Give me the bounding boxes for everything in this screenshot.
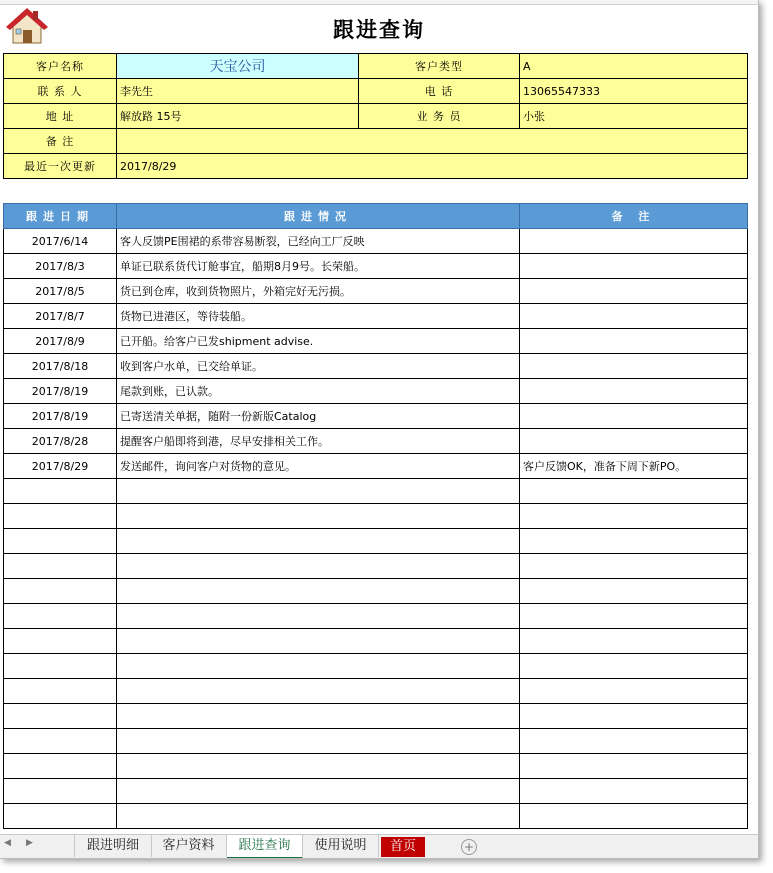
date-cell[interactable]: 2017/8/19: [4, 379, 117, 404]
detail-cell[interactable]: [117, 504, 520, 529]
table-row: [4, 679, 748, 704]
detail-cell[interactable]: [117, 754, 520, 779]
next-sheet-icon[interactable]: ▶: [26, 838, 33, 848]
salesperson-label: 业 务 员: [359, 104, 520, 129]
date-cell[interactable]: 2017/8/5: [4, 279, 117, 304]
add-sheet-icon[interactable]: +: [461, 839, 477, 855]
detail-cell[interactable]: 已开船。给客户已发shipment advise.: [117, 329, 520, 354]
detail-cell[interactable]: [117, 479, 520, 504]
date-cell[interactable]: 2017/8/29: [4, 454, 117, 479]
note-cell[interactable]: [520, 804, 748, 829]
date-cell[interactable]: 2017/8/19: [4, 404, 117, 429]
table-row: [4, 804, 748, 829]
detail-cell[interactable]: [117, 704, 520, 729]
tab-follow-up-query[interactable]: 跟进查询: [227, 835, 303, 859]
detail-cell[interactable]: 货已到仓库，收到货物照片，外箱完好无污损。: [117, 279, 520, 304]
table-row: [4, 779, 748, 804]
note-cell[interactable]: [520, 254, 748, 279]
note-cell[interactable]: [520, 529, 748, 554]
header-date: 跟进日期: [4, 204, 117, 229]
table-row: [4, 454, 748, 479]
follow-up-log-table: [3, 203, 748, 829]
note-cell[interactable]: [520, 229, 748, 254]
column-header-strip: [0, 0, 758, 5]
note-cell[interactable]: [520, 354, 748, 379]
detail-cell[interactable]: [117, 629, 520, 654]
last-update-cell[interactable]: 2017/8/29: [117, 154, 748, 179]
address-label: 地 址: [4, 104, 117, 129]
detail-cell[interactable]: 尾款到账，已认款。: [117, 379, 520, 404]
table-row: [4, 704, 748, 729]
table-row: [4, 254, 748, 279]
table-row: [4, 529, 748, 554]
note-cell[interactable]: [520, 479, 748, 504]
header-detail: 跟进情况: [117, 204, 520, 229]
date-cell[interactable]: [4, 479, 117, 504]
date-cell[interactable]: [4, 579, 117, 604]
table-row: [4, 304, 748, 329]
customer-info-table: [3, 53, 748, 179]
date-cell[interactable]: [4, 679, 117, 704]
date-cell[interactable]: 2017/8/18: [4, 354, 117, 379]
table-row: [4, 654, 748, 679]
salesperson-cell[interactable]: 小张: [520, 104, 748, 129]
detail-cell[interactable]: [117, 679, 520, 704]
table-row: [4, 429, 748, 454]
table-row: [4, 754, 748, 779]
note-cell[interactable]: [520, 379, 748, 404]
detail-cell[interactable]: [117, 654, 520, 679]
contact-label: 联 系 人: [4, 79, 117, 104]
note-cell[interactable]: [520, 679, 748, 704]
customer-type-cell[interactable]: A: [520, 54, 748, 79]
note-cell[interactable]: [520, 304, 748, 329]
remark-label: 备 注: [4, 129, 117, 154]
table-row: [4, 379, 748, 404]
date-cell[interactable]: 2017/6/14: [4, 229, 117, 254]
detail-cell[interactable]: 提醒客户船即将到港，尽早安排相关工作。: [117, 429, 520, 454]
detail-cell[interactable]: 发送邮件，询问客户对货物的意见。: [117, 454, 520, 479]
note-cell[interactable]: [520, 629, 748, 654]
prev-sheet-icon[interactable]: ◀: [4, 838, 11, 848]
note-cell[interactable]: [520, 604, 748, 629]
date-cell[interactable]: 2017/8/9: [4, 329, 117, 354]
remark-cell[interactable]: [117, 129, 748, 154]
date-cell[interactable]: [4, 804, 117, 829]
note-cell[interactable]: [520, 504, 748, 529]
contact-cell[interactable]: 李先生: [117, 79, 359, 104]
detail-cell[interactable]: 货物已进港区，等待装船。: [117, 304, 520, 329]
table-row: [4, 354, 748, 379]
date-cell[interactable]: [4, 554, 117, 579]
detail-cell[interactable]: 单证已联系货代订舱事宜，船期8月9号。长荣船。: [117, 254, 520, 279]
table-row: [4, 554, 748, 579]
customer-name-cell[interactable]: 天宝公司: [117, 54, 359, 79]
table-row: [4, 279, 748, 304]
date-cell[interactable]: [4, 504, 117, 529]
customer-name-label: 客户名称: [4, 54, 117, 79]
date-cell[interactable]: [4, 754, 117, 779]
customer-type-label: 客户类型: [359, 54, 520, 79]
date-cell[interactable]: [4, 729, 117, 754]
sheet-tab-bar: [0, 834, 758, 859]
note-cell[interactable]: [520, 579, 748, 604]
table-row: [4, 504, 748, 529]
note-cell[interactable]: [520, 279, 748, 304]
phone-label: 电 话: [359, 79, 520, 104]
detail-cell[interactable]: 客人反馈PE围裙的系带容易断裂，已经向工厂反映: [117, 229, 520, 254]
header-note: 备 注: [520, 204, 748, 229]
detail-cell[interactable]: [117, 779, 520, 804]
table-row: [4, 604, 748, 629]
date-cell[interactable]: [4, 779, 117, 804]
table-row: [4, 629, 748, 654]
note-cell[interactable]: [520, 754, 748, 779]
table-row: [4, 479, 748, 504]
detail-cell[interactable]: [117, 554, 520, 579]
tab-home[interactable]: 首页: [381, 837, 425, 857]
note-cell[interactable]: [520, 779, 748, 804]
date-cell[interactable]: 2017/8/28: [4, 429, 117, 454]
phone-cell[interactable]: 13065547333: [520, 79, 748, 104]
date-cell[interactable]: [4, 704, 117, 729]
detail-cell[interactable]: [117, 804, 520, 829]
date-cell[interactable]: 2017/8/7: [4, 304, 117, 329]
tab-follow-up-detail[interactable]: 跟进明细: [74, 835, 152, 857]
note-cell[interactable]: [520, 554, 748, 579]
note-cell[interactable]: [520, 404, 748, 429]
date-cell[interactable]: [4, 604, 117, 629]
date-cell[interactable]: [4, 529, 117, 554]
note-cell[interactable]: [520, 729, 748, 754]
date-cell[interactable]: [4, 654, 117, 679]
detail-cell[interactable]: 已寄送清关单据，随附一份新版Catalog: [117, 404, 520, 429]
table-row: [4, 579, 748, 604]
table-row: [4, 229, 748, 254]
page-title: 跟进查询: [333, 18, 425, 42]
note-cell[interactable]: [520, 704, 748, 729]
date-cell[interactable]: [4, 629, 117, 654]
address-cell[interactable]: 解放路 15号: [117, 104, 359, 129]
detail-cell[interactable]: [117, 604, 520, 629]
detail-cell[interactable]: [117, 579, 520, 604]
note-cell[interactable]: [520, 429, 748, 454]
date-cell[interactable]: 2017/8/3: [4, 254, 117, 279]
tab-customer-info[interactable]: 客户资料: [151, 835, 227, 857]
detail-cell[interactable]: 收到客户水单，已交给单证。: [117, 354, 520, 379]
note-cell[interactable]: [520, 654, 748, 679]
tab-instructions[interactable]: 使用说明: [303, 835, 379, 857]
note-cell[interactable]: 客户反馈OK，准备下周下新PO。: [520, 454, 748, 479]
detail-cell[interactable]: [117, 729, 520, 754]
note-cell[interactable]: [520, 329, 748, 354]
detail-cell[interactable]: [117, 529, 520, 554]
table-row: [4, 404, 748, 429]
table-row: [4, 729, 748, 754]
table-row: [4, 329, 748, 354]
last-update-label: 最近一次更新: [4, 154, 117, 179]
